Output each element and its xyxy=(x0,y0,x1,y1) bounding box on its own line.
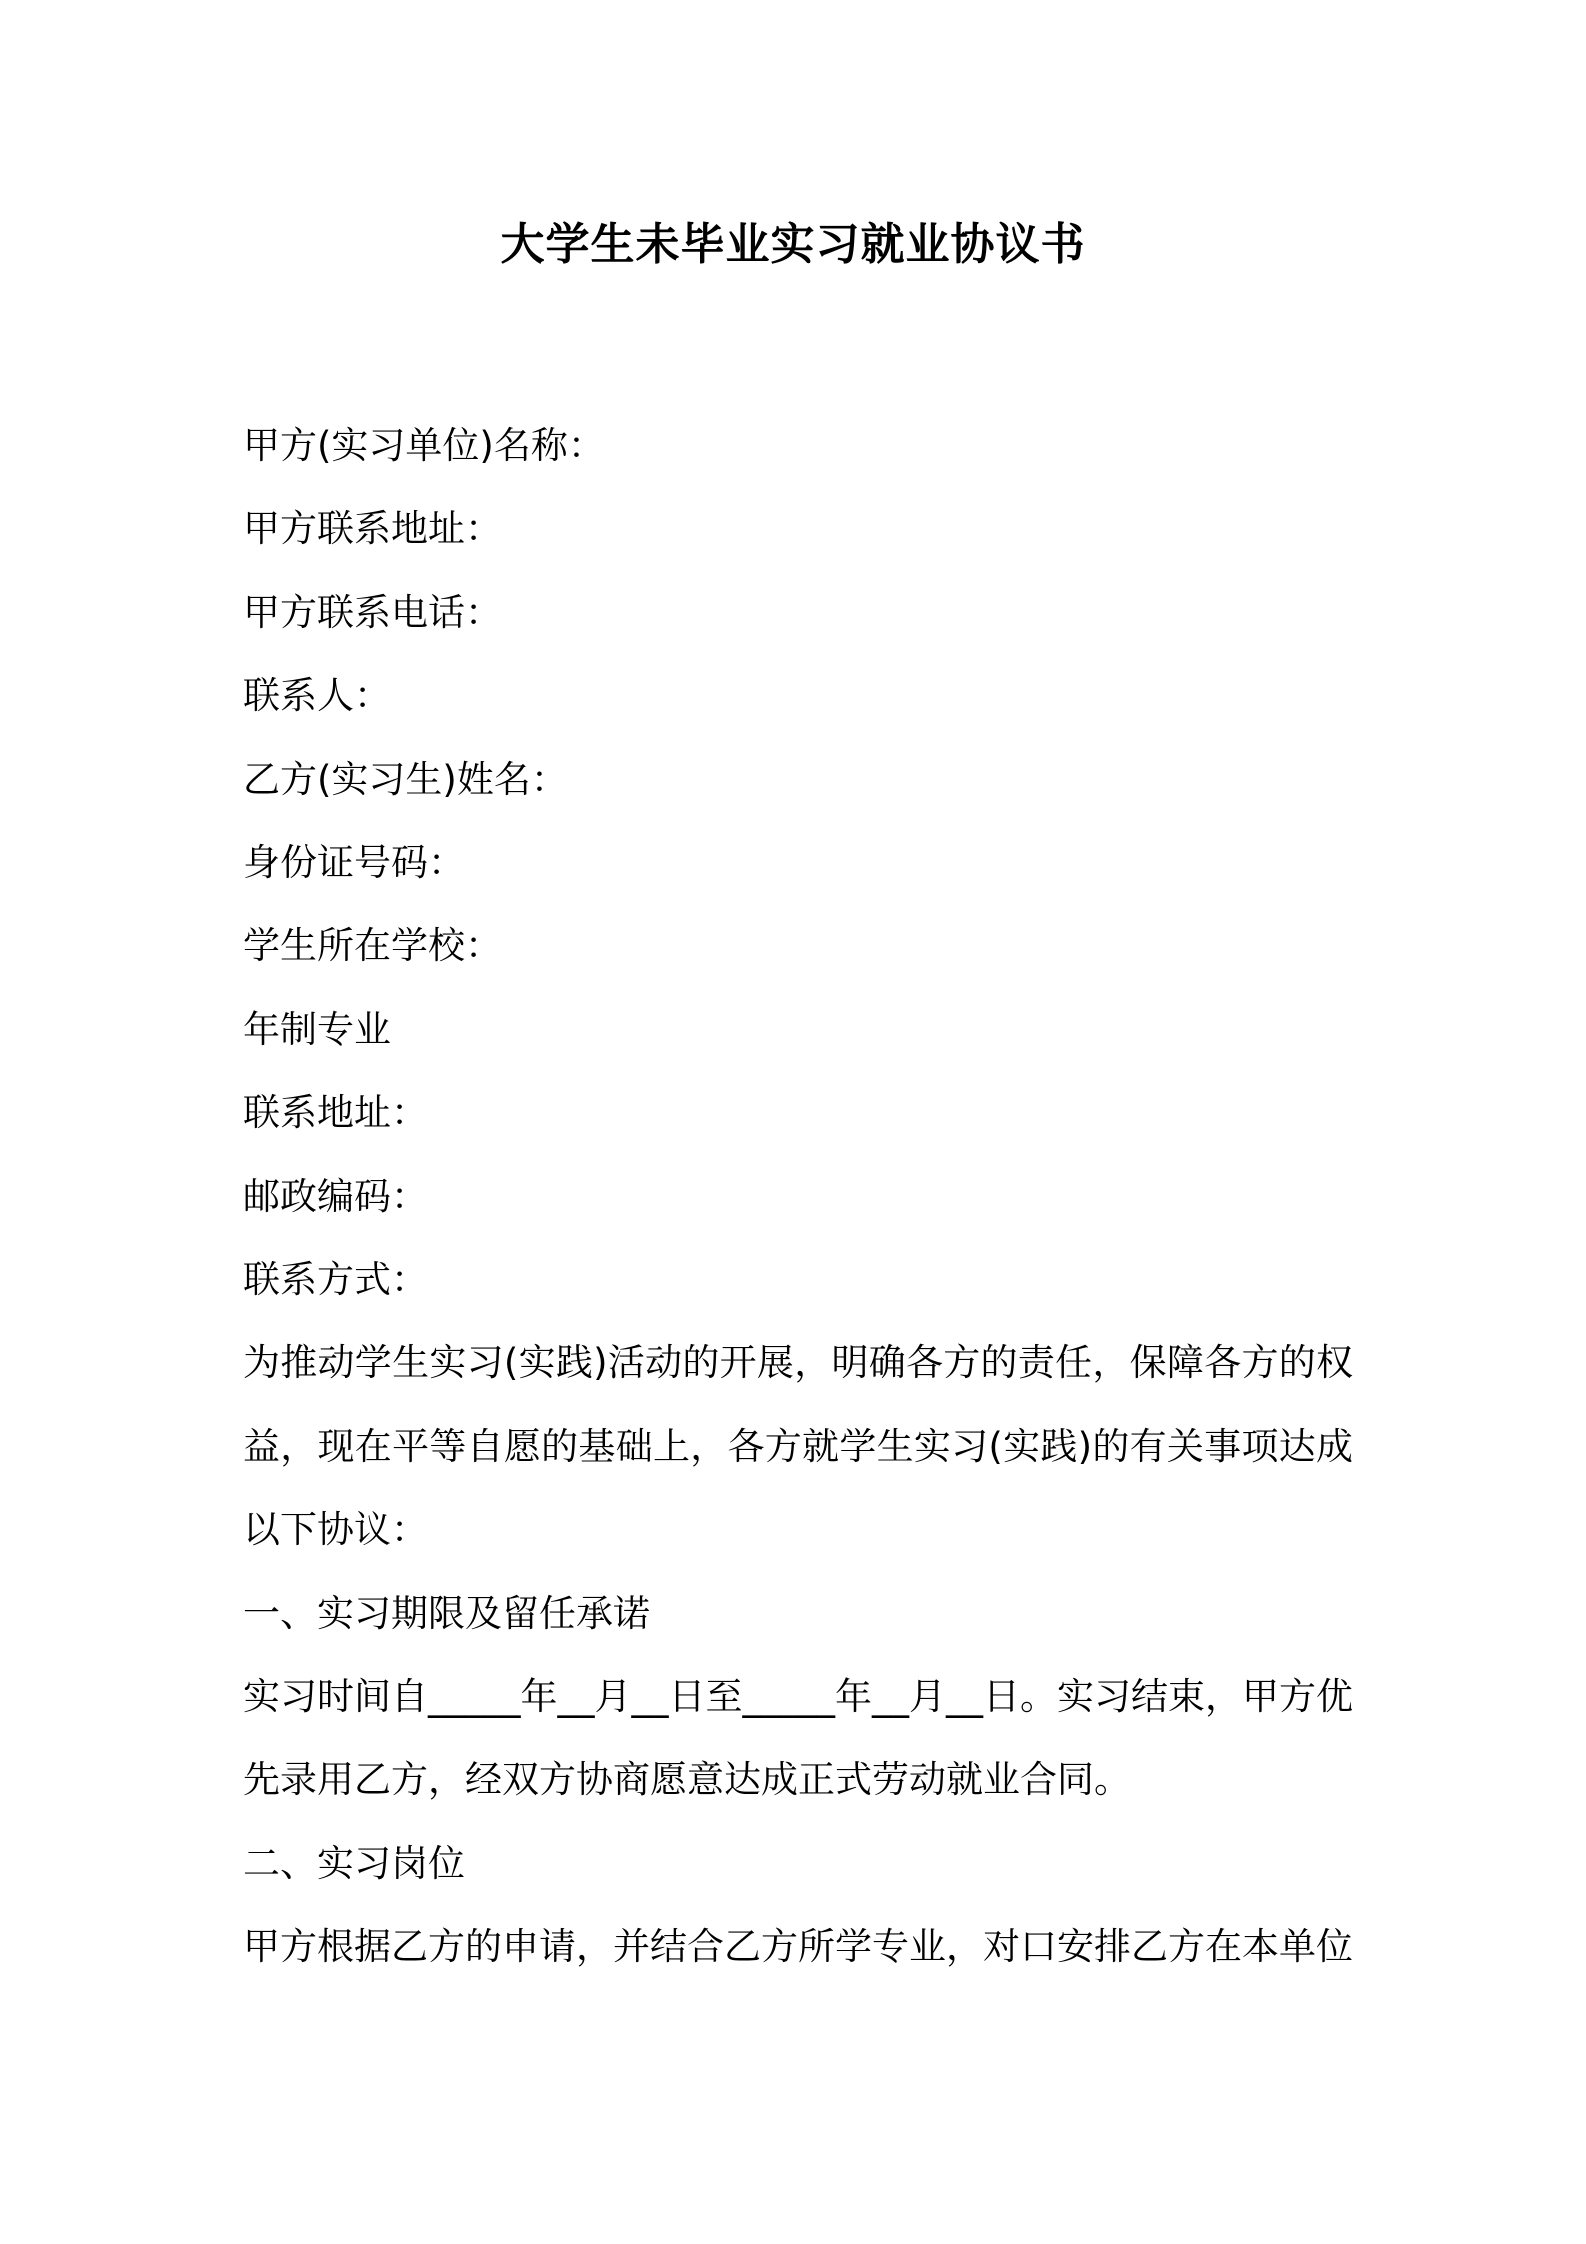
section-2-heading: 二、实习岗位 xyxy=(243,1841,465,1885)
field-contact-person: 联系人： xyxy=(243,674,391,718)
section-1-text: 实习时间自_____年__月__日至_____年__月__日。实习结束，甲方优先录用乙方，经双方协商愿意达成正式劳动就业合同。 xyxy=(243,1674,1353,1802)
field-party-a-name: 甲方(实习单位)名称： xyxy=(243,424,605,467)
field-contact-address: 联系地址： xyxy=(243,1091,428,1135)
section-2-text: 甲方根据乙方的申请，并结合乙方所学专业，对口安排乙方在本单位 xyxy=(243,1925,1353,1969)
field-major: 年制专业 xyxy=(243,1007,391,1051)
field-party-a-address: 甲方联系地址： xyxy=(243,507,502,551)
document-title: 大学生未毕业实习就业协议书 xyxy=(500,219,1086,270)
intro-paragraph: 为推动学生实习(实践)活动的开展，明确各方的责任，保障各方的权益，现在平等自愿的基础上，各方就学生实习(实践)的有关事项达成以下协议： xyxy=(243,1341,1353,1552)
field-postal-code: 邮政编码： xyxy=(243,1174,428,1218)
field-party-a-phone: 甲方联系电话： xyxy=(243,590,502,634)
field-contact-method: 联系方式： xyxy=(243,1257,428,1301)
field-school: 学生所在学校： xyxy=(243,924,502,968)
document-body xyxy=(243,404,1353,1989)
section-1-heading: 一、实习期限及留任承诺 xyxy=(243,1591,650,1635)
field-party-b-name: 乙方(实习生)姓名： xyxy=(243,757,568,801)
field-id-number: 身份证号码： xyxy=(243,840,465,884)
